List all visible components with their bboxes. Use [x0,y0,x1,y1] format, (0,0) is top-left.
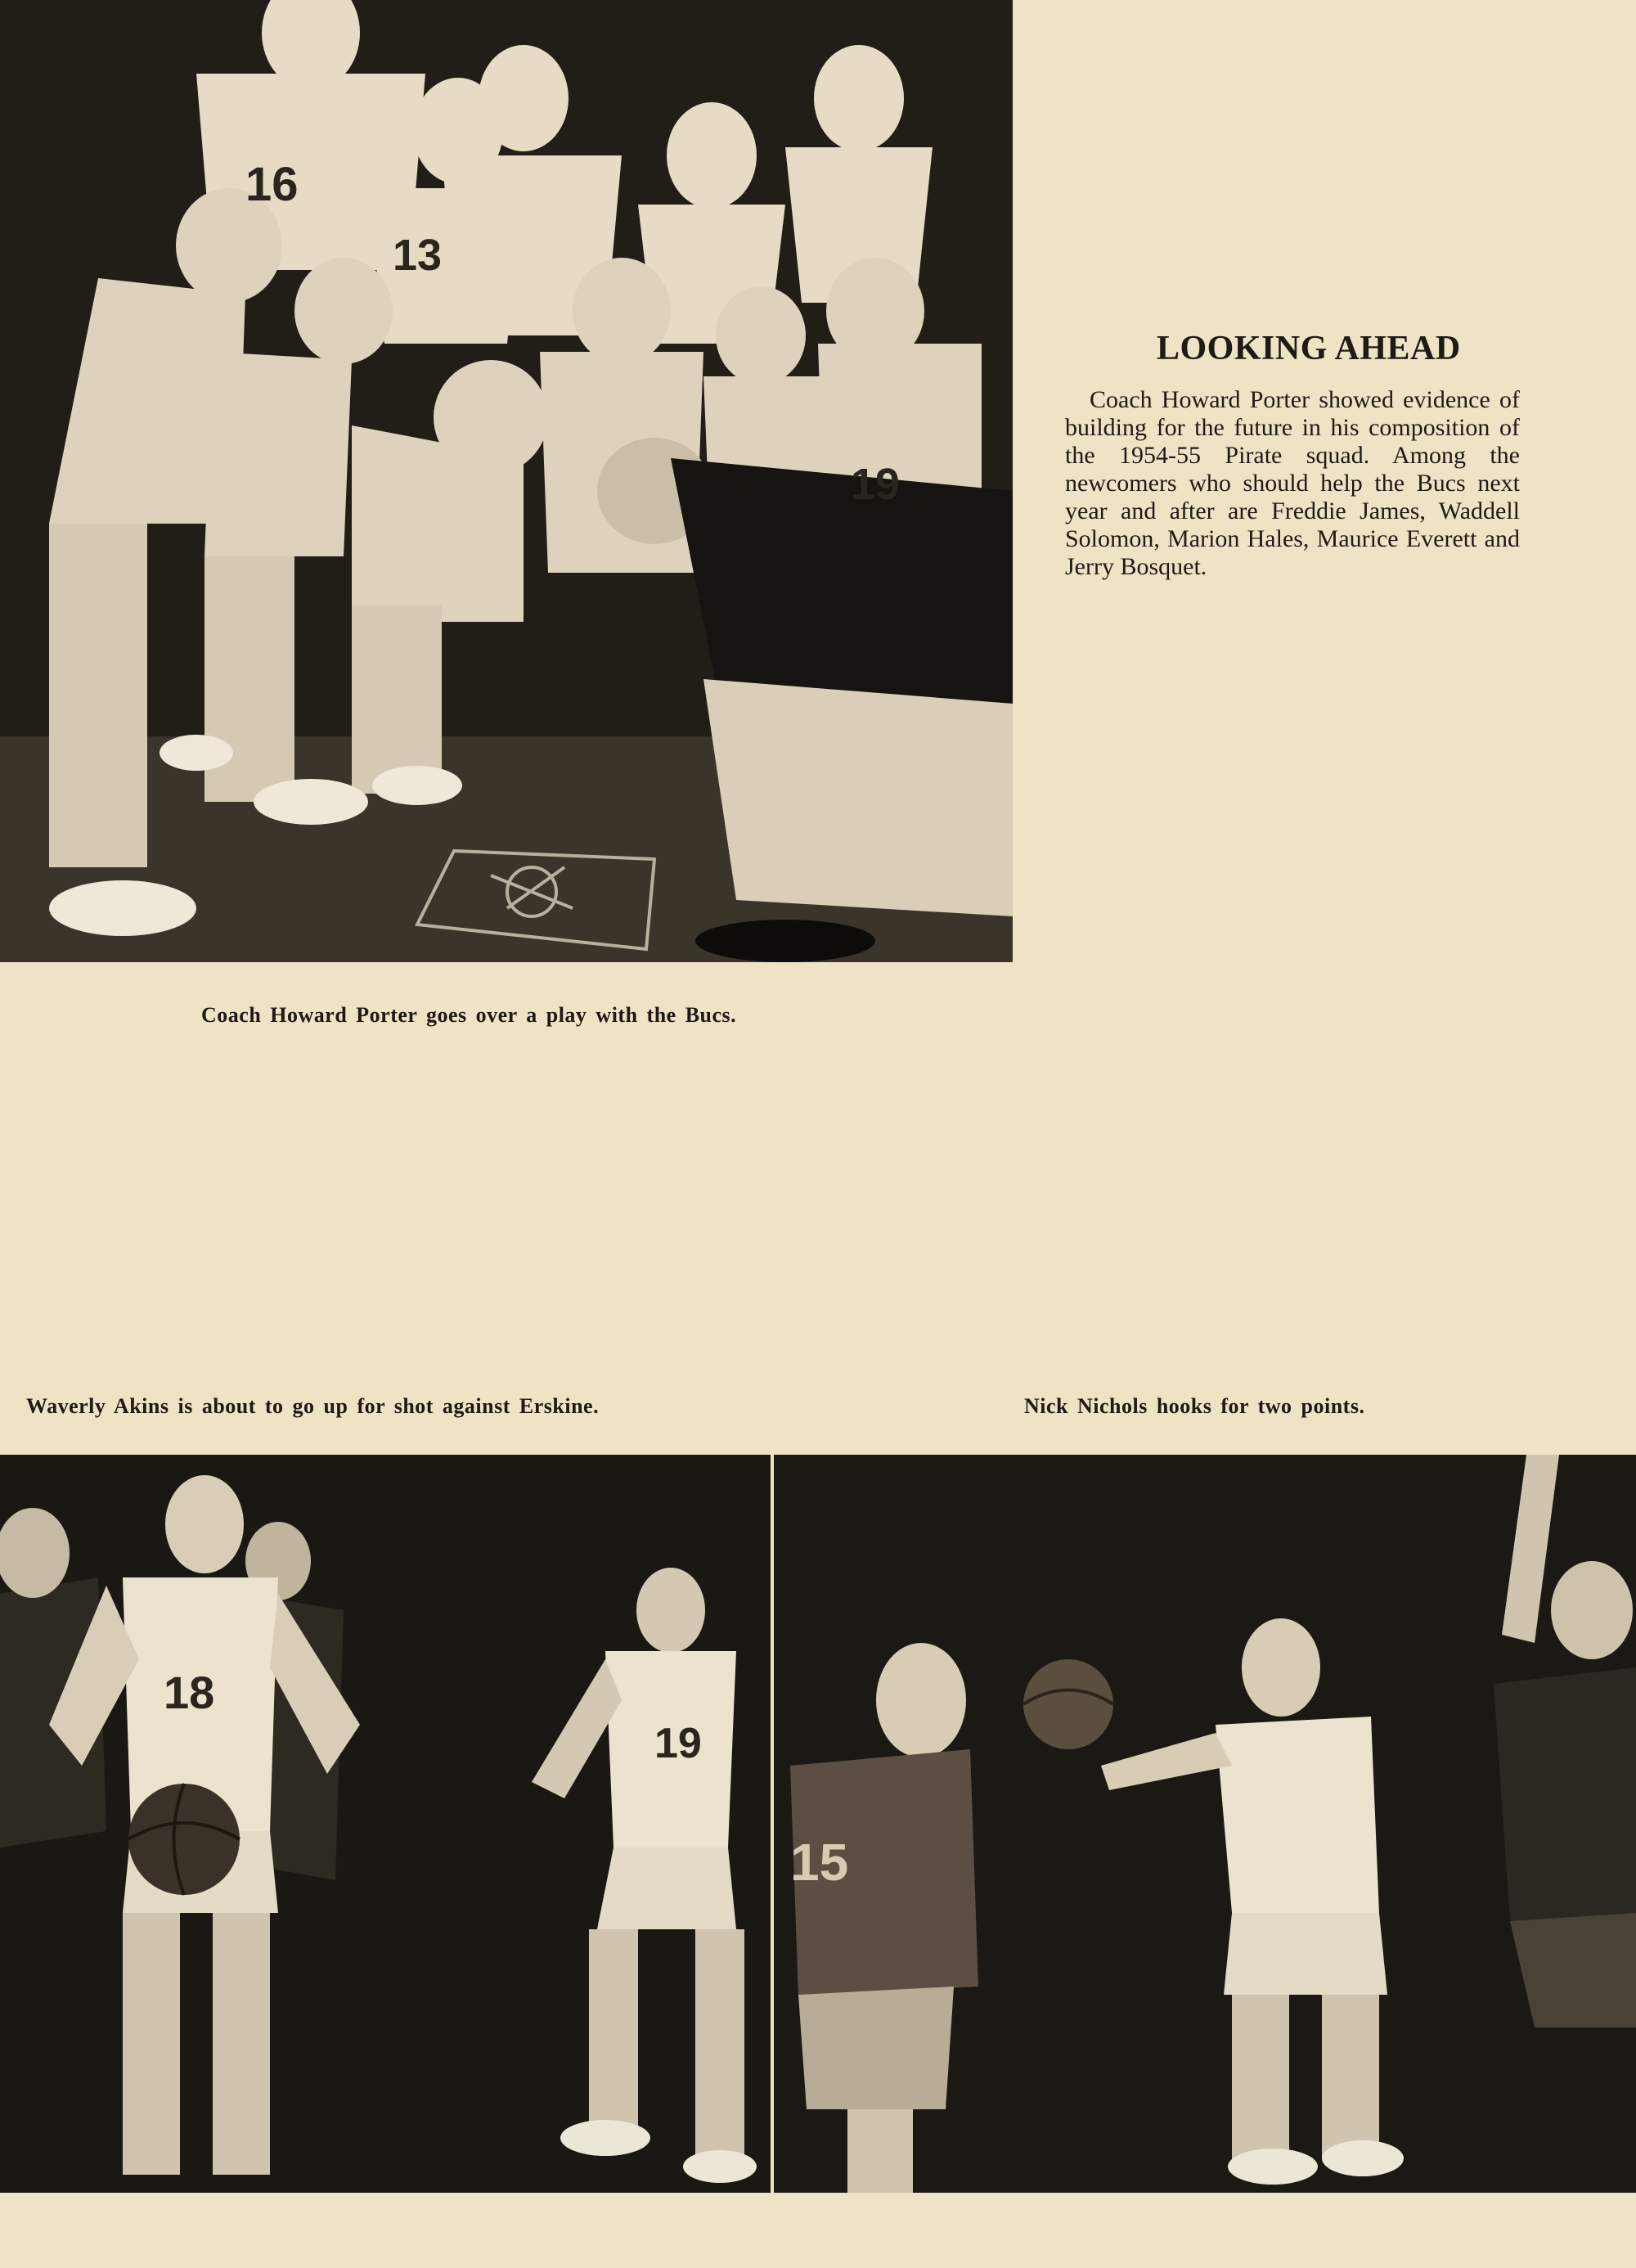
top-photo-caption: Coach Howard Porter goes over a play with the Bucs. [201,1003,737,1027]
svg-text:16: 16 [245,158,299,211]
svg-text:13: 13 [393,231,443,280]
svg-text:19: 19 [654,1720,702,1767]
svg-text:15: 15 [790,1833,849,1892]
article-heading: LOOKING AHEAD [1157,330,1461,367]
svg-text:18: 18 [164,1667,215,1718]
nichols-hook-photo [774,1455,1636,2193]
team-huddle-photo [0,0,1013,962]
article-body: Coach Howard Porter showed evidence of building for the future in his composition of the 1954-55 Pirate squad. Among the newcomers who should help the Bucs next year and after are Freddie James, Waddell Solomon, Marion Hales, Maurice Everett and Jerry Bosquet. [1065,386,1520,580]
svg-text:19: 19 [851,460,901,509]
bottom-right-caption: Nick Nichols hooks for two points. [1024,1394,1365,1418]
bottom-left-caption: Waverly Akins is about to go up for shot against Erskine. [26,1394,600,1418]
akins-shot-photo [0,1455,771,2193]
